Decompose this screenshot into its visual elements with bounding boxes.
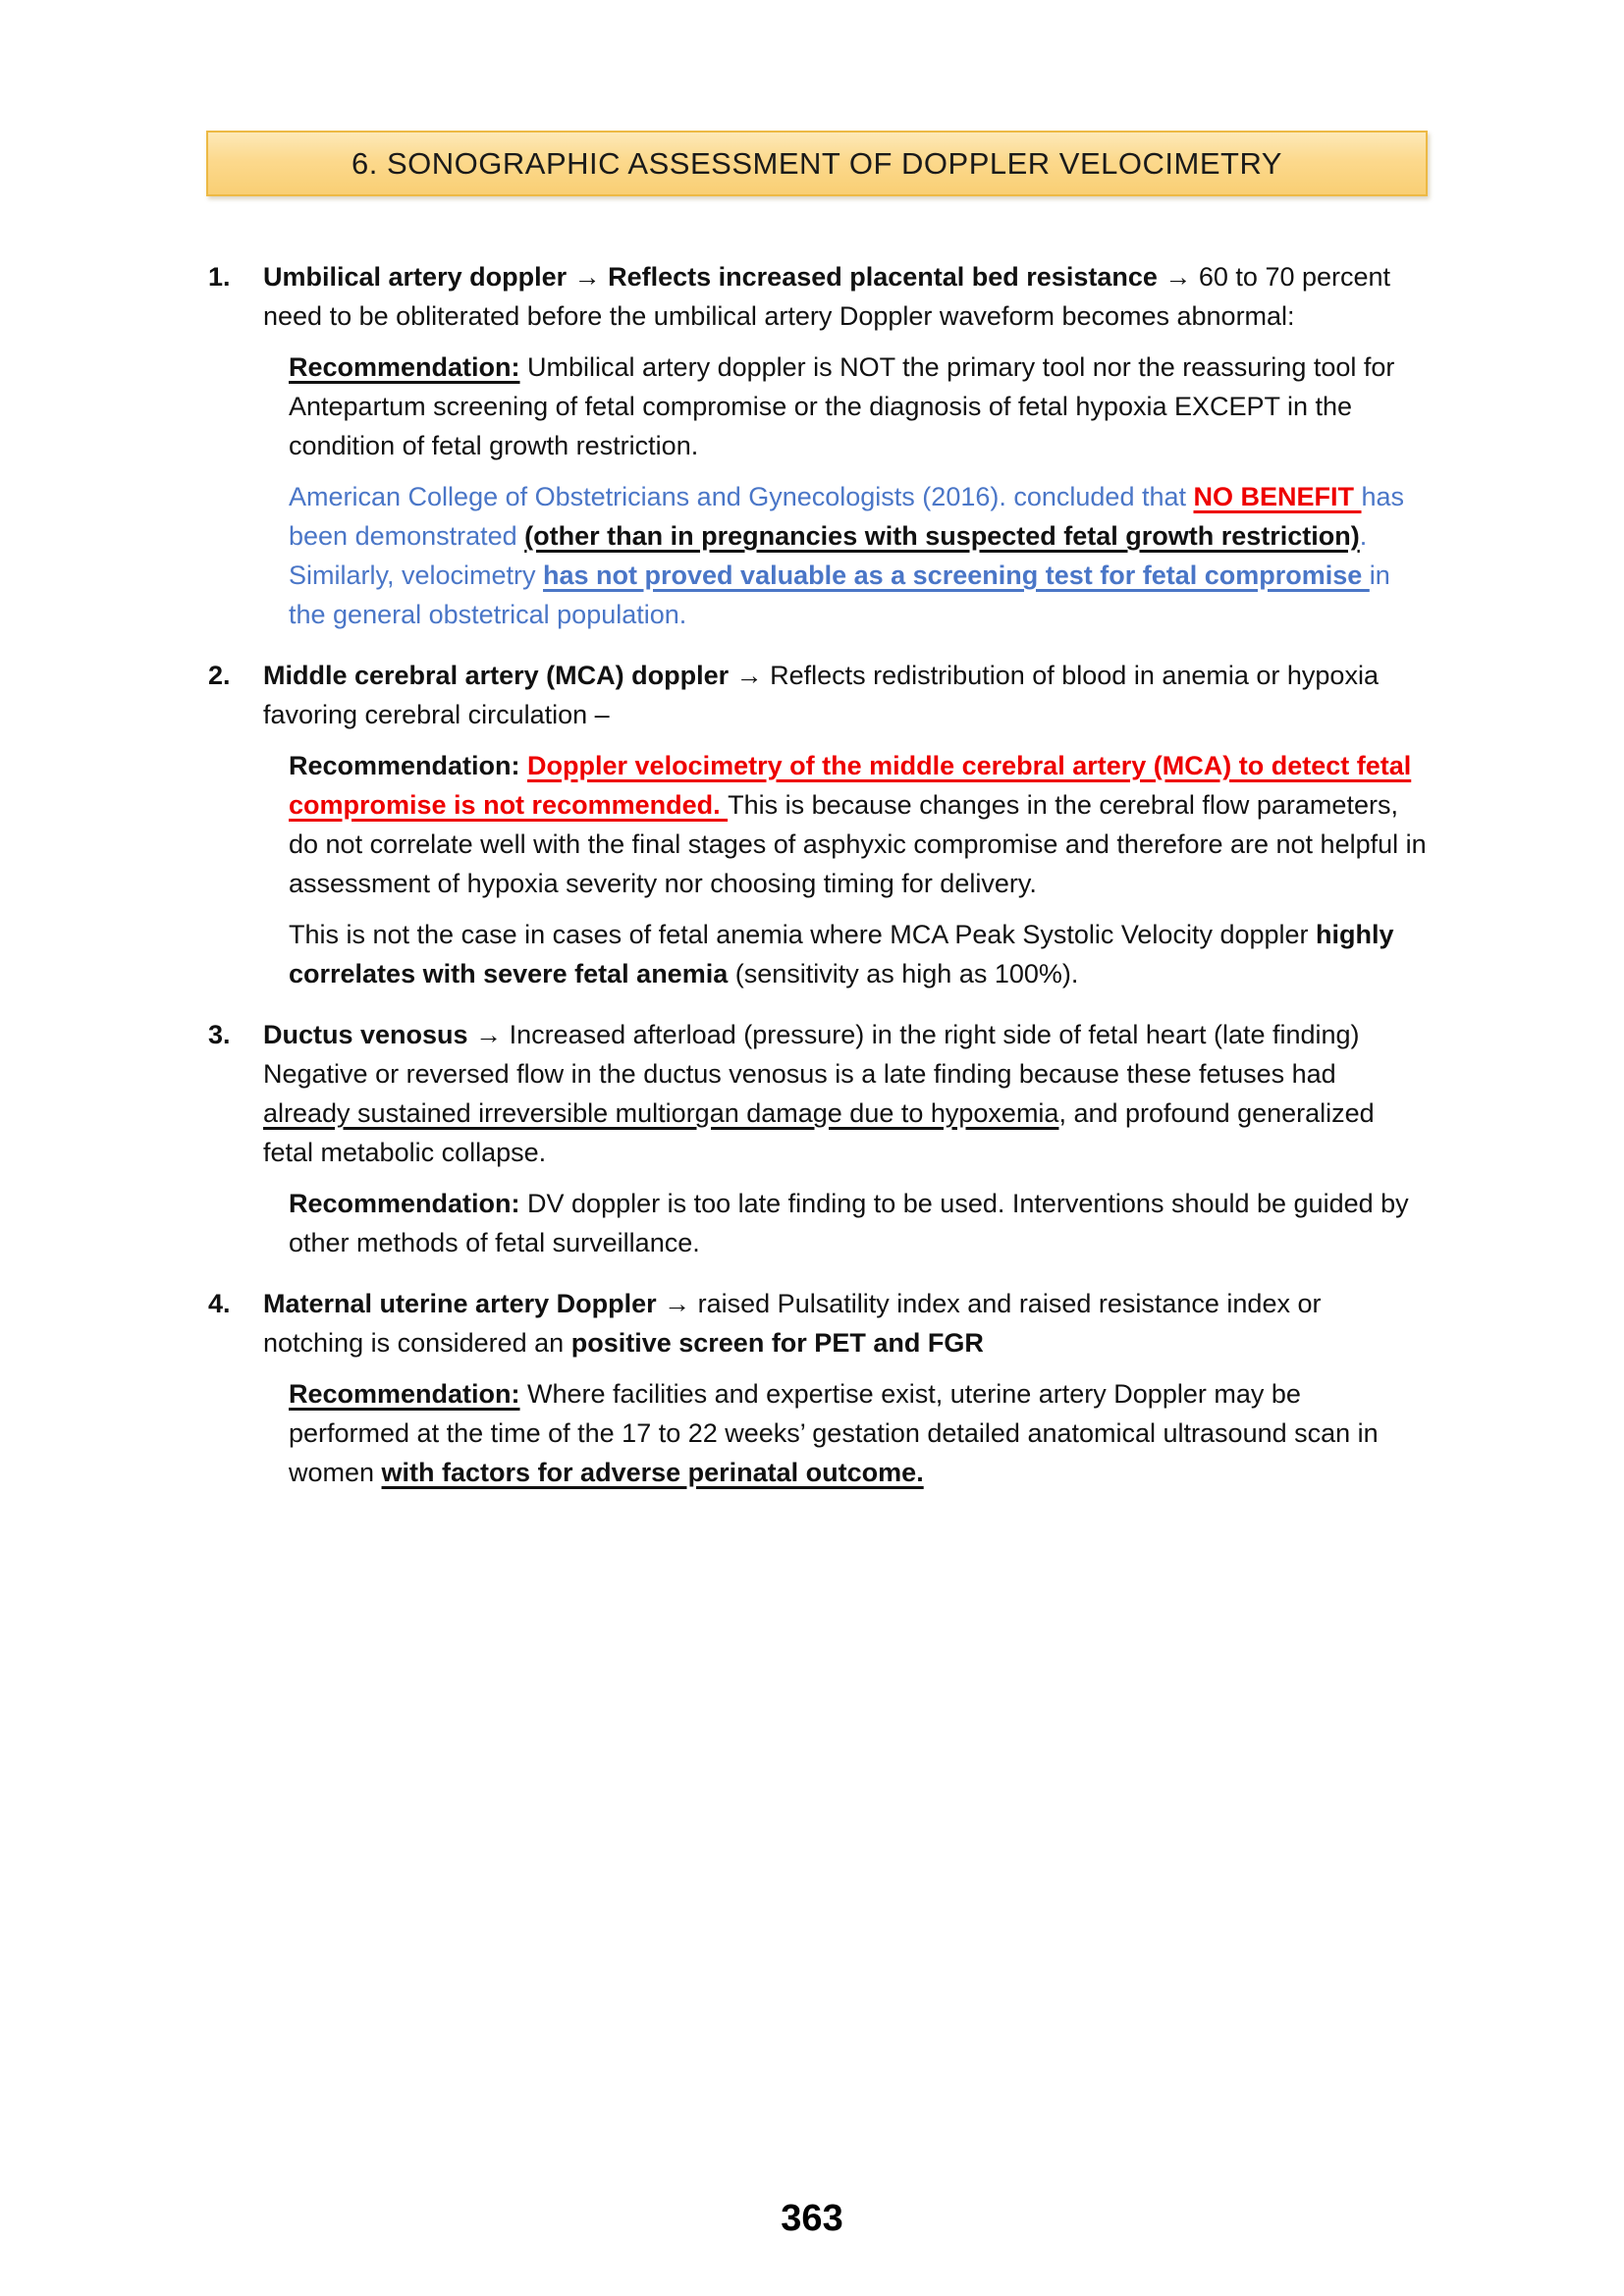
- list-item-number: 3.: [208, 1020, 231, 1049]
- list-item-heading: [263, 1284, 1428, 1362]
- note-paragraph: [289, 915, 1428, 993]
- text-run: →: [475, 1020, 510, 1049]
- list-item-umbilical-artery: [208, 257, 1428, 634]
- text-run: Recommendation:: [289, 352, 520, 382]
- section-header: [206, 131, 1428, 196]
- list-item-number: 1.: [208, 262, 231, 292]
- text-run: has not proved valuable as a screening test for fetal compromise: [543, 561, 1370, 590]
- list-item-mca-doppler: [208, 656, 1428, 993]
- text-run: positive screen for PET and FGR: [570, 1328, 984, 1358]
- list-item-body: [263, 257, 1428, 634]
- list-item-ductus-venosus: [208, 1015, 1428, 1262]
- text-run: Reflects increased placental bed resistance: [608, 262, 1165, 292]
- text-run: with factors for adverse perinatal outcome.: [381, 1458, 924, 1487]
- text-run: (sensitivity as high as 100%).: [734, 959, 1079, 988]
- text-run: Recommendation:: [289, 1189, 528, 1218]
- text-run: has been demonstrated: [289, 482, 1405, 551]
- list-item-body: [263, 1284, 1428, 1492]
- citation-paragraph: [289, 477, 1428, 634]
- list-item-number: 2.: [208, 661, 231, 690]
- text-run: →: [573, 262, 609, 292]
- text-run: 60 to 70 percent need to be obliterated before the umbilical artery Doppler waveform becomes abnormal:: [263, 262, 1391, 331]
- text-run: , and profound generalized fetal metabolic collapse.: [263, 1098, 1375, 1167]
- list-item-number: 4.: [208, 1289, 231, 1318]
- text-run: →: [1164, 262, 1199, 292]
- text-run: NO BENEFIT: [1193, 482, 1362, 511]
- text-run: in the general obstetrical population.: [289, 561, 1390, 629]
- text-run: American College of Obstetricians and Gynecologists (2016). concluded that: [289, 482, 1194, 511]
- recommendation-paragraph: [289, 746, 1428, 903]
- text-run: Maternal uterine artery Doppler: [263, 1289, 665, 1318]
- text-run: Where facilities and expertise exist, uterine artery Doppler may be performed at the time of the 17 to 22 weeks’ gestation detailed anatomical ultrasound scan in women: [289, 1379, 1379, 1487]
- list-item-heading: [263, 656, 1428, 734]
- text-run: →: [735, 661, 771, 690]
- recommendation-paragraph: [289, 1184, 1428, 1262]
- list-item-body: [263, 656, 1428, 993]
- numbered-list: [208, 257, 1428, 1492]
- list-item-body: [263, 1015, 1428, 1262]
- list-item-heading: [263, 1015, 1428, 1172]
- list-item-heading: [263, 257, 1428, 336]
- text-run: This is not the case in cases of fetal anemia where MCA Peak Systolic Velocity doppler: [289, 920, 1317, 949]
- recommendation-paragraph: [289, 1374, 1428, 1492]
- page-number: 363: [781, 2198, 843, 2239]
- text-run: Recommendation:: [289, 751, 528, 780]
- text-run: →: [664, 1289, 698, 1318]
- text-run: highly correlates with severe fetal anemia: [289, 920, 1394, 988]
- section-title: 6. SONOGRAPHIC ASSESSMENT OF DOPPLER VELOCIMETRY: [352, 145, 1282, 181]
- text-run: This is because changes in the cerebral flow parameters, do not correlate well with the final stages of asphyxic compromise and therefore are not helpful in assessment of hypoxia severity nor choosing timing for delivery.: [289, 790, 1427, 898]
- text-run: already sustained irreversible multiorgan damage due to hypoxemia: [263, 1098, 1059, 1128]
- text-run: Reflects redistribution of blood in anemia or hypoxia favoring cerebral circulation –: [263, 661, 1379, 729]
- text-run: Umbilical artery doppler: [263, 262, 574, 292]
- list-item-uterine-artery: [208, 1284, 1428, 1492]
- text-run: Middle cerebral artery (MCA) doppler: [263, 661, 736, 690]
- text-run: . Similarly, velocimetry: [289, 521, 1368, 590]
- text-run: DV doppler is too late finding to be used. Interventions should be guided by other methods of fetal surveillance.: [289, 1189, 1409, 1257]
- text-run: Doppler velocimetry of the middle cerebral artery (MCA) to detect fetal compromise is not recommended.: [289, 751, 1412, 820]
- text-run: Ductus venosus: [263, 1020, 476, 1049]
- text-run: Umbilical artery doppler is NOT the primary tool nor the reassuring tool for Antepartum screening of fetal compromise or the diagnosis of fetal hypoxia EXCEPT in the condition of fetal growth restriction.: [289, 352, 1395, 460]
- recommendation-paragraph: [289, 347, 1428, 465]
- text-run: raised Pulsatility index and raised resistance index or notching is considered an: [263, 1289, 1322, 1358]
- text-run: Increased afterload (pressure) in the right side of fetal heart (late finding) Negative or reversed flow in the ductus venosus is a late finding because these fetuses had: [263, 1020, 1360, 1089]
- text-run: Recommendation:: [289, 1379, 520, 1409]
- text-run: (other than in pregnancies with suspected fetal growth restriction): [524, 521, 1360, 551]
